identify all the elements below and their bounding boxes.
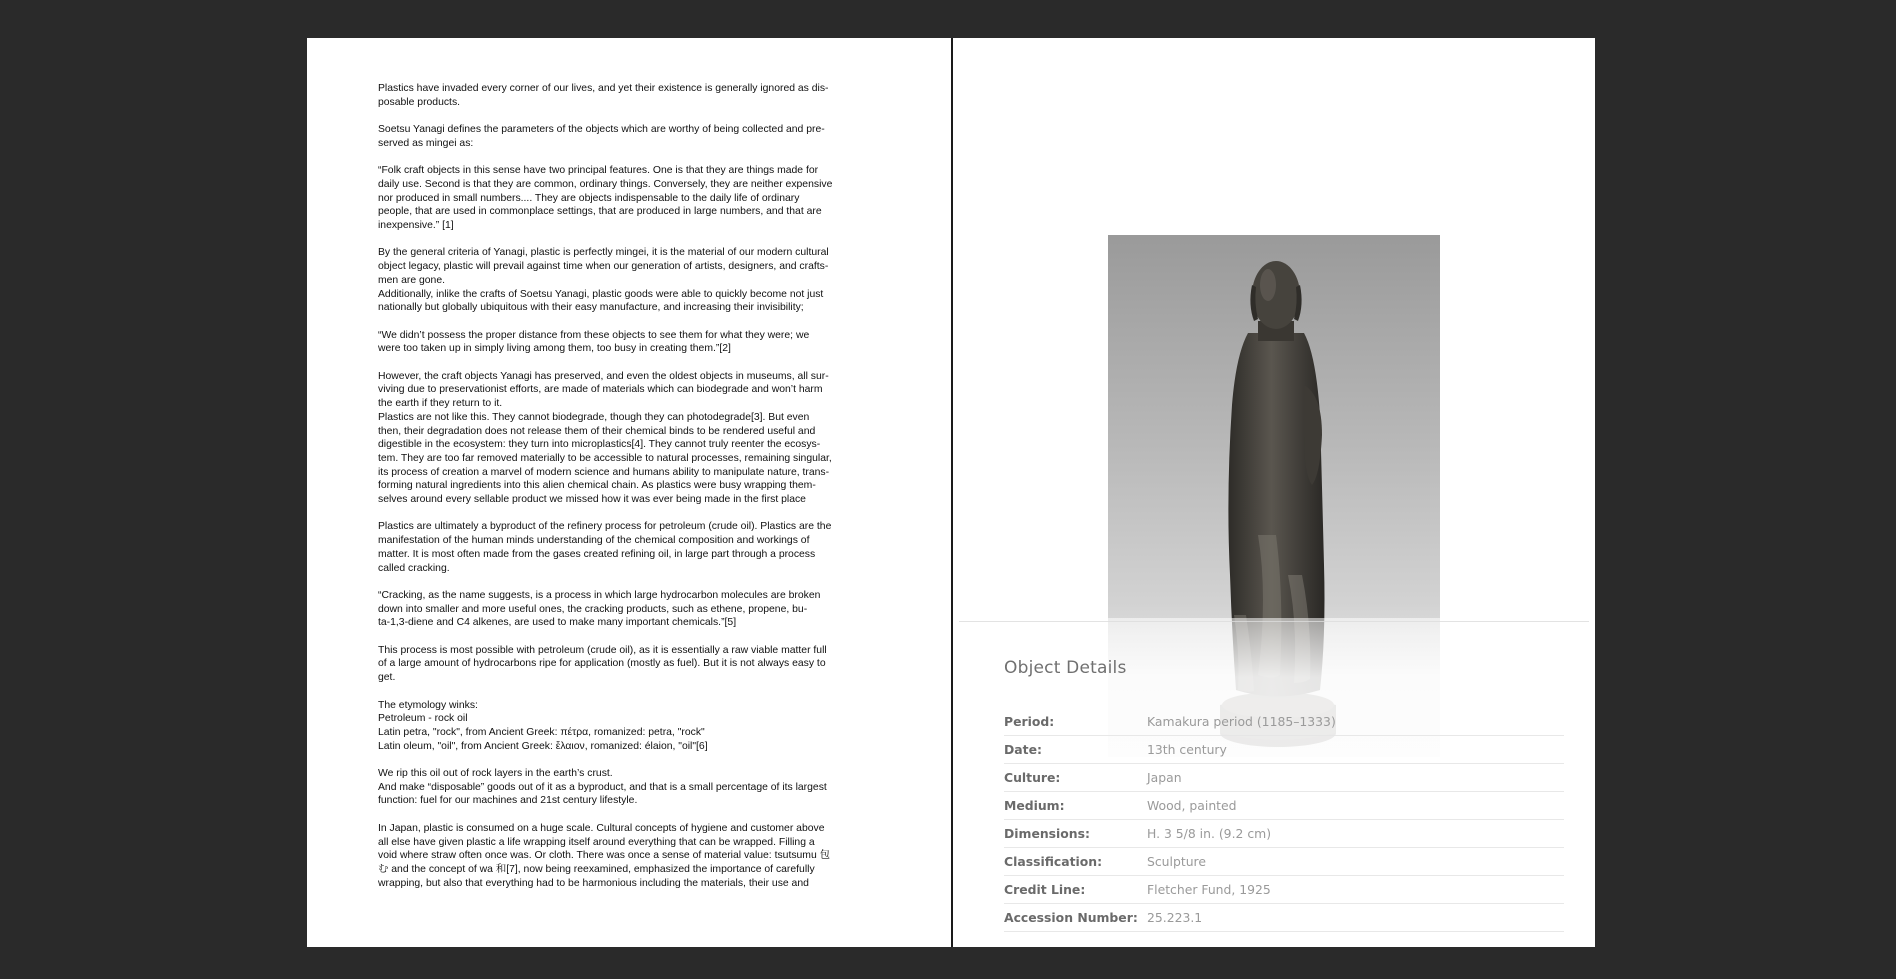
essay-paragraph — [378, 82, 886, 109]
essay-paragraph — [378, 370, 886, 507]
detail-label: Dimensions: — [1004, 826, 1090, 841]
essay-line: “Cracking, as the name suggests, is a process in which large hydrocarbon molecules are broken — [378, 589, 821, 601]
essay-line: nationally but globally ubiquitous with their easy manufacture, and increasing their invisibility; — [378, 302, 804, 314]
essay-line: object legacy, plastic will prevail against time when our generation of artists, designers, and crafts- — [378, 261, 829, 273]
essay-line: Latin oleum, "oil", from Ancient Greek: ἔλαιον, romanized: élaion, "oil"[6] — [378, 740, 708, 752]
detail-label: Culture: — [1004, 770, 1061, 785]
detail-value: Fletcher Fund, 1925 — [1147, 882, 1271, 897]
essay-line: function: fuel for our machines and 21st century lifestyle. — [378, 795, 638, 807]
essay-line: matter. It is most often made from the gases created refining oil, in large part through a process — [378, 548, 816, 560]
detail-label: Medium: — [1004, 798, 1065, 813]
detail-value: 25.223.1 — [1147, 910, 1203, 925]
detail-value: 13th century — [1147, 742, 1227, 757]
essay-line: then, their degradation does not release them of their chemical binds to be rendered useful and — [378, 425, 816, 437]
detail-row — [1004, 764, 1564, 792]
essay-line: Petroleum - rock oil — [378, 713, 468, 725]
essay-line: む and the concept of wa 和[7], now being reexamined, emphasized the importance of carefully — [378, 863, 815, 875]
detail-label: Accession Number: — [1004, 910, 1138, 925]
essay-paragraph — [378, 164, 886, 233]
essay-line: digestible in the ecosystem: they turn into microplastics[4]. They cannot truly reenter the ecosys- — [378, 439, 821, 451]
essay-line: In Japan, plastic is consumed on a huge scale. Cultural concepts of hygiene and customer above — [378, 822, 825, 834]
essay-paragraph — [378, 520, 886, 575]
essay-line: “We didn’t possess the proper distance from these objects to see them for what they were; we — [378, 329, 810, 341]
essay-line: called cracking. — [378, 562, 450, 574]
essay-line: ta-1,3-diene and C4 alkenes, are used to make many important chemicals.”[5] — [378, 617, 737, 629]
detail-label: Credit Line: — [1004, 882, 1086, 897]
essay-line: men are gone. — [378, 274, 446, 286]
detail-row — [1004, 708, 1564, 736]
essay-paragraph — [378, 822, 886, 891]
essay-line: its process of creation a marvel of modern science and humans ability to manipulate nature, trans- — [378, 466, 830, 478]
detail-label: Classification: — [1004, 854, 1103, 869]
essay-line: get. — [378, 672, 396, 684]
essay-line: wrapping, but also that everything had to be harmonious including the materials, their use and — [378, 877, 809, 889]
left-document-page — [307, 38, 951, 947]
detail-row — [1004, 792, 1564, 820]
essay-line: all else have given plastic a life wrapping itself around everything that can be wrapped. Filling a — [378, 836, 815, 848]
detail-value: Kamakura period (1185–1333) — [1147, 714, 1336, 729]
detail-row — [1004, 904, 1564, 932]
detail-label: Period: — [1004, 714, 1055, 729]
essay-line: Plastics have invaded every corner of our lives, and yet their existence is generally ignored as dis- — [378, 83, 829, 94]
essay-line: By the general criteria of Yanagi, plastic is perfectly mingei, it is the material of our modern cultural — [378, 247, 829, 259]
detail-row — [1004, 736, 1564, 764]
essay-line: “Folk craft objects in this sense have two principal features. One is that they are things made for — [378, 165, 819, 177]
essay-line: tem. They are too far removed materially to be accessible to natural processes, remaining singular, — [378, 452, 832, 464]
essay-line: of a large amount of hydrocarbons ripe for application (mostly as fuel). But it is not always easy to — [378, 658, 826, 670]
essay-line: Additionally, inlike the crafts of Soetsu Yanagi, plastic goods were able to quickly become not just — [378, 288, 824, 300]
overlay-top-rule — [959, 621, 1589, 622]
essay-line: Latin petra, "rock", from Ancient Greek: πέτρα, romanized: petra, "rock" — [378, 726, 705, 738]
essay-paragraph — [378, 589, 886, 630]
detail-row — [1004, 820, 1564, 848]
essay-paragraph — [378, 123, 886, 150]
object-details-heading: Object Details — [1004, 658, 1127, 678]
essay-line: inexpensive.” [1] — [378, 220, 454, 231]
essay-paragraph — [378, 246, 886, 315]
essay-line: nor produced in small numbers.... They are objects indispensable to the daily life of ordinary — [378, 192, 800, 204]
essay-line: forming natural ingredients into this alien chemical chain. As plastics were busy wrapping them- — [378, 480, 816, 492]
detail-row — [1004, 848, 1564, 876]
essay-line: daily use. Second is that they are common, ordinary things. Conversely, they are neither expensive — [378, 178, 833, 190]
essay-text-column — [378, 82, 886, 904]
essay-line: The etymology winks: — [378, 699, 478, 711]
essay-line: This process is most possible with petroleum (crude oil), as it is essentially a raw viable matter full — [378, 644, 827, 656]
essay-paragraph — [378, 699, 886, 754]
object-details-table — [1004, 708, 1564, 932]
essay-line: Plastics are ultimately a byproduct of the refinery process for petroleum (crude oil). Plastics are the — [378, 521, 832, 533]
essay-line: However, the craft objects Yanagi has preserved, and even the oldest objects in museums, all sur- — [378, 370, 829, 382]
essay-line: We rip this oil out of rock layers in the earth’s crust. — [378, 768, 613, 779]
essay-line: posable products. — [378, 96, 461, 108]
detail-value: H. 3 5/8 in. (9.2 cm) — [1147, 826, 1272, 841]
detail-label: Date: — [1004, 742, 1042, 757]
essay-line: the earth if they return to it. — [378, 398, 503, 410]
object-details-panel — [1004, 658, 1564, 932]
essay-line: And make “disposable” goods out of it as a byproduct, and that is a small percentage of its largest — [378, 781, 827, 793]
essay-paragraph — [378, 329, 886, 356]
essay-line: Soetsu Yanagi defines the parameters of the objects which are worthy of being collected and pre- — [378, 124, 825, 136]
essay-paragraph — [378, 767, 886, 808]
detail-value: Japan — [1147, 770, 1182, 785]
essay-line: manifestation of the human minds understanding of the chemical composition and workings of — [378, 535, 810, 547]
essay-line: Plastics are not like this. They cannot biodegrade, though they can photodegrade[3]. But even — [378, 411, 810, 423]
detail-value: Sculpture — [1147, 854, 1206, 869]
right-document-page — [953, 38, 1595, 947]
essay-line: selves around every sellable product we missed how it was ever being made in the first place — [378, 494, 806, 506]
detail-value: Wood, painted — [1147, 798, 1237, 813]
essay-line: served as mingei as: — [378, 137, 474, 149]
essay-paragraph — [378, 644, 886, 685]
essay-line: people, that are used in commonplace settings, that are produced in large numbers, and that are — [378, 206, 822, 218]
essay-line: void where straw often once was. Or cloth. There was once a sense of material value: tsutsumu 包 — [378, 850, 831, 862]
essay-line: down into smaller and more useful ones, the cracking products, such as ethene, propene, bu- — [378, 603, 808, 615]
essay-line: were too taken up in simply living among them, too busy in creating them.”[2] — [378, 343, 731, 355]
detail-row — [1004, 876, 1564, 904]
essay-line: viving due to preservationist efforts, are made of materials which can biodegrade and won’t harm — [378, 384, 823, 396]
